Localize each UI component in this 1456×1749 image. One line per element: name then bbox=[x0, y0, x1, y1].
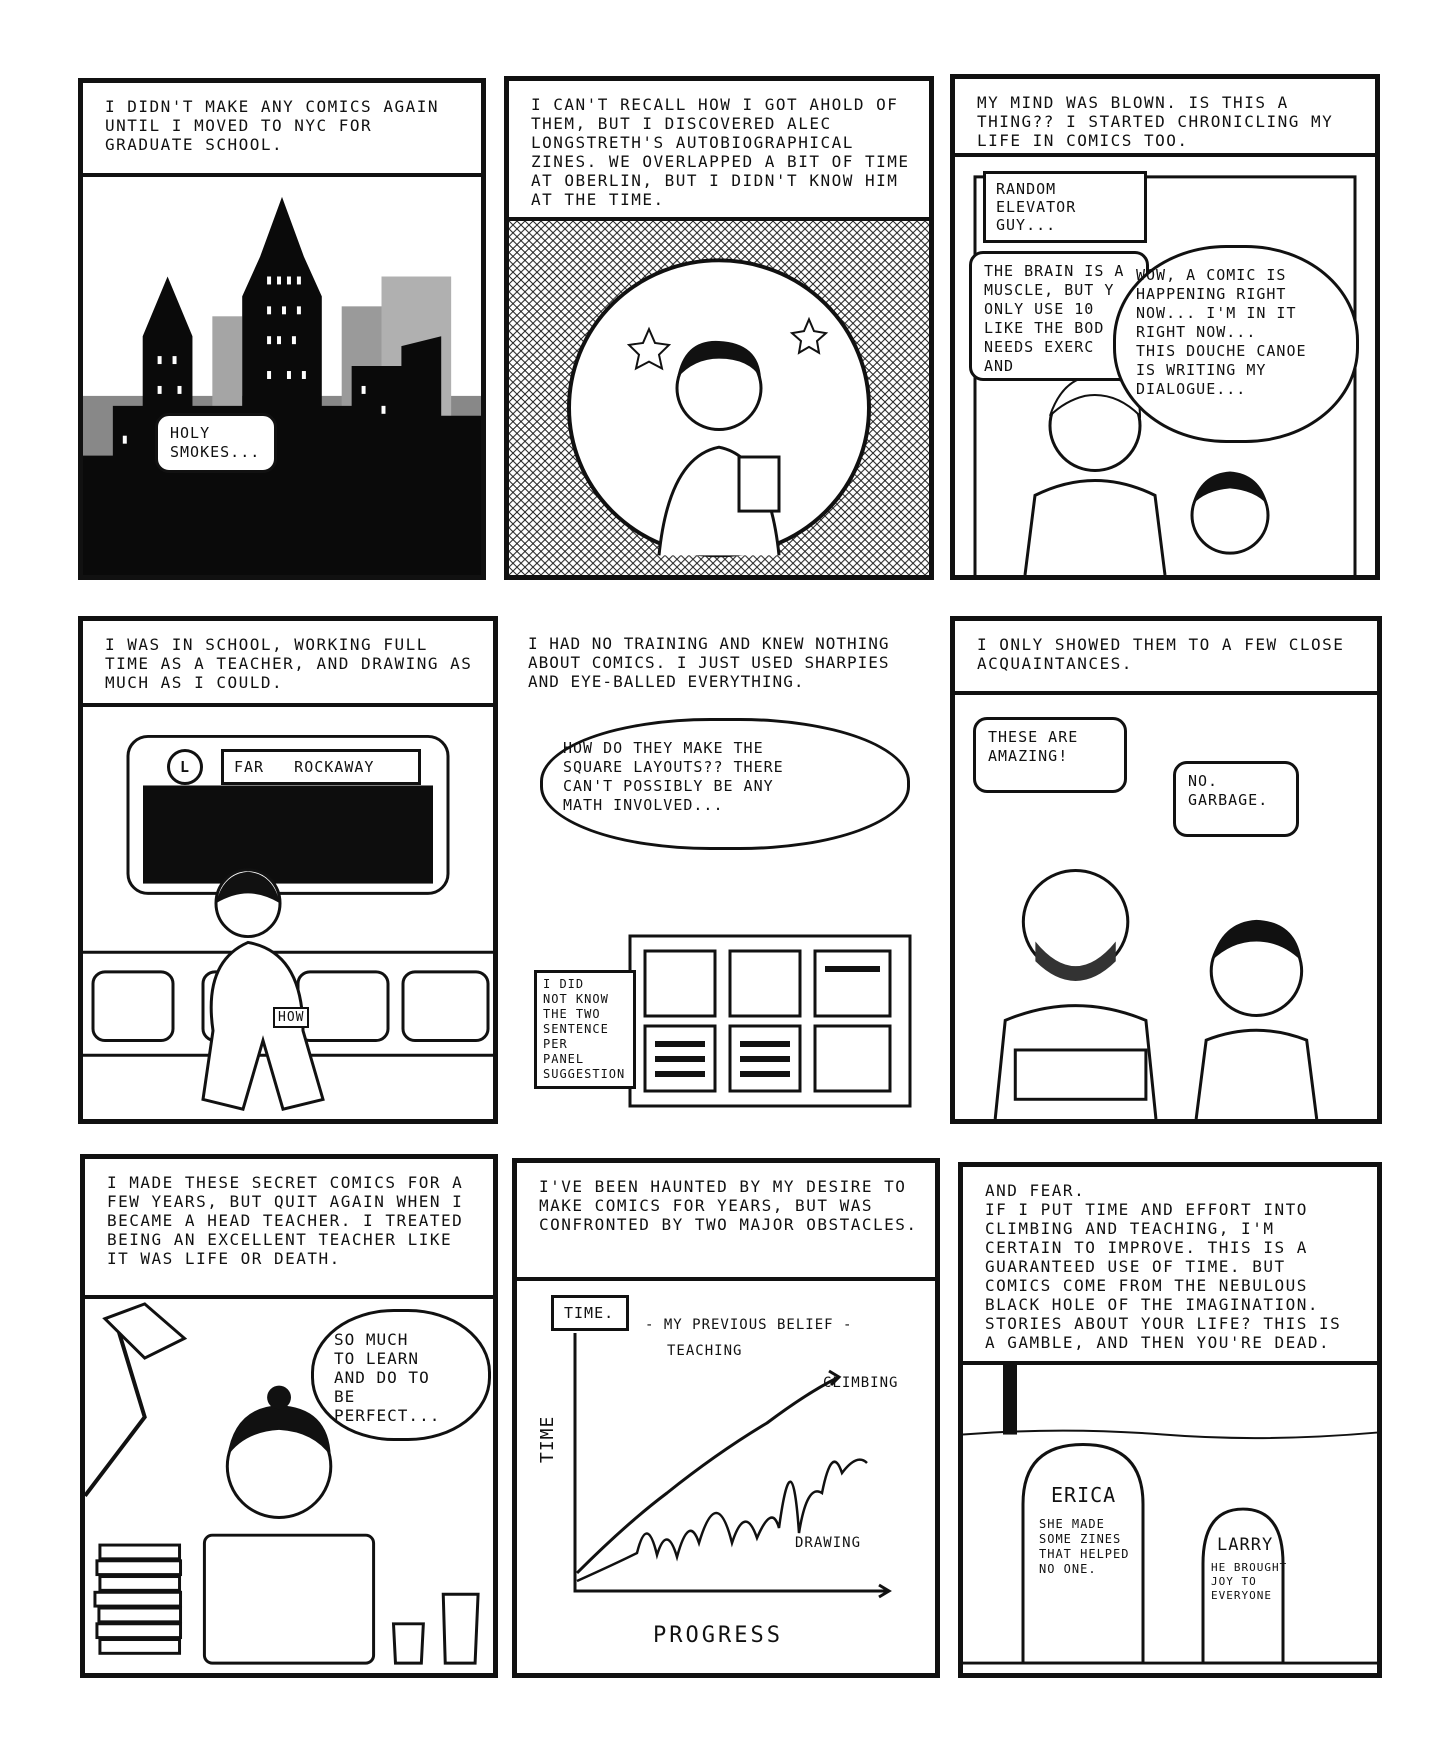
train-line-badge: L bbox=[167, 749, 203, 785]
thought-balloon-so-much-to-learn: SO MUCH TO LEARN AND DO TO BE PERFECT... bbox=[311, 1309, 491, 1441]
belief-graph-art bbox=[567, 1323, 897, 1613]
elevator-guy-label: RANDOM ELEVATOR GUY... bbox=[983, 171, 1147, 243]
panel-2 bbox=[504, 76, 934, 580]
panel-1 bbox=[78, 78, 486, 580]
drawing-label: DRAWING bbox=[795, 1535, 862, 1551]
climbing-label: CLIMBING bbox=[823, 1375, 899, 1391]
caption-7: I MADE THESE SECRET COMICS FOR A FEW YEARS, BUT QUIT AGAIN WHEN I BECAME A HEAD TEACHER. I TREATED BEING AN EXCELLENT TEACHER LIKE IT WAS LIFE OR DEATH. bbox=[85, 1159, 493, 1299]
panel-5 bbox=[510, 626, 940, 1126]
panel-3 bbox=[950, 74, 1380, 580]
time-label: TIME. bbox=[551, 1295, 629, 1331]
note-two-sentence: I DID NOT KNOW THE TWO SENTENCE PER PANEL SUGGESTION bbox=[534, 970, 636, 1089]
speech-balloon-amazing: THESE ARE AMAZING! bbox=[973, 717, 1127, 793]
caption-3: MY MIND WAS BLOWN. IS THIS A THING?? I STARTED CHRONICLING MY LIFE IN COMICS TOO. bbox=[955, 79, 1375, 157]
nyc-skyline-art bbox=[83, 177, 481, 575]
caption-5: I HAD NO TRAINING AND KNEW NOTHING ABOUT COMICS. I JUST USED SHARPIES AND EYE-BALLED EVERYTHING. bbox=[528, 634, 890, 691]
speech-balloon-holy-smokes: HOLY SMOKES... bbox=[155, 413, 277, 473]
erica-name: ERICA bbox=[1051, 1483, 1117, 1507]
teaching-label: TEACHING bbox=[667, 1343, 743, 1359]
thought-balloon-square-layouts: HOW DO THEY MAKE THE SQUARE LAYOUTS?? THERE CAN'T POSSIBLY BE ANY MATH INVOLVED... bbox=[540, 718, 910, 850]
x-axis-label: PROGRESS bbox=[653, 1623, 783, 1648]
train-destination-sign: FAR ROCKAWAY bbox=[221, 749, 421, 785]
panel-9 bbox=[958, 1162, 1382, 1678]
larry-epitaph: HE BROUGHT JOY TO EVERYONE bbox=[1211, 1561, 1288, 1602]
panel-8 bbox=[512, 1158, 940, 1678]
caption-8: I'VE BEEN HAUNTED BY MY DESIRE TO MAKE COMICS FOR YEARS, BUT WAS CONFRONTED BY TWO MAJOR OBSTACLES. bbox=[517, 1163, 935, 1281]
speech-balloon-garbage: NO. GARBAGE. bbox=[1173, 761, 1299, 837]
previous-belief-title: - MY PREVIOUS BELIEF - bbox=[645, 1317, 853, 1333]
caption-6: I ONLY SHOWED THEM TO A FEW CLOSE ACQUAINTANCES. bbox=[955, 621, 1377, 695]
book-cover-text: HOW bbox=[273, 1007, 309, 1028]
speech-balloon-brain-muscle: THE BRAIN IS A MUSCLE, BUT Y ONLY USE 10 LIKE THE BOD NEEDS EXERC AND bbox=[969, 251, 1149, 381]
panel-7 bbox=[80, 1154, 498, 1678]
reading-zine-art bbox=[509, 221, 929, 575]
panel-6 bbox=[950, 616, 1382, 1124]
graveyard-art bbox=[963, 1365, 1377, 1673]
y-axis-label: TIME bbox=[537, 1415, 558, 1463]
caption-4: I WAS IN SCHOOL, WORKING FULL TIME AS A TEACHER, AND DRAWING AS MUCH AS I COULD. bbox=[83, 621, 493, 707]
caption-9: AND FEAR. IF I PUT TIME AND EFFORT INTO CLIMBING AND TEACHING, I'M CERTAIN TO IMPROVE. THIS IS A GUARANTEED USE OF TIME. BUT COMICS COME FROM THE NEBULOUS BLACK HOLE OF THE IMAGINATION. STORIES ABOUT YOUR LIFE? THIS IS A GAMBLE, AND THEN YOU'RE DEAD. bbox=[963, 1167, 1377, 1365]
thought-balloon-comic-happening: WOW, A COMIC IS HAPPENING RIGHT NOW... I'M IN IT RIGHT NOW... THIS DOUCHE CANOE IS WRITING MY DIALOGUE... bbox=[1113, 245, 1359, 443]
larry-name: LARRY bbox=[1217, 1535, 1274, 1555]
caption-1: I DIDN'T MAKE ANY COMICS AGAIN UNTIL I MOVED TO NYC FOR GRADUATE SCHOOL. bbox=[83, 83, 481, 177]
caption-2: I CAN'T RECALL HOW I GOT AHOLD OF THEM, BUT I DISCOVERED ALEC LONGSTRETH'S AUTOBIOGRAPHICAL ZINES. WE OVERLAPPED A BIT OF TIME AT OBERLIN, BUT I DIDN'T KNOW HIM AT THE TIME. bbox=[509, 81, 929, 221]
panel-4 bbox=[78, 616, 498, 1124]
layout-sketch-art bbox=[620, 926, 920, 1116]
erica-epitaph: SHE MADE SOME ZINES THAT HELPED NO ONE. bbox=[1039, 1517, 1130, 1576]
